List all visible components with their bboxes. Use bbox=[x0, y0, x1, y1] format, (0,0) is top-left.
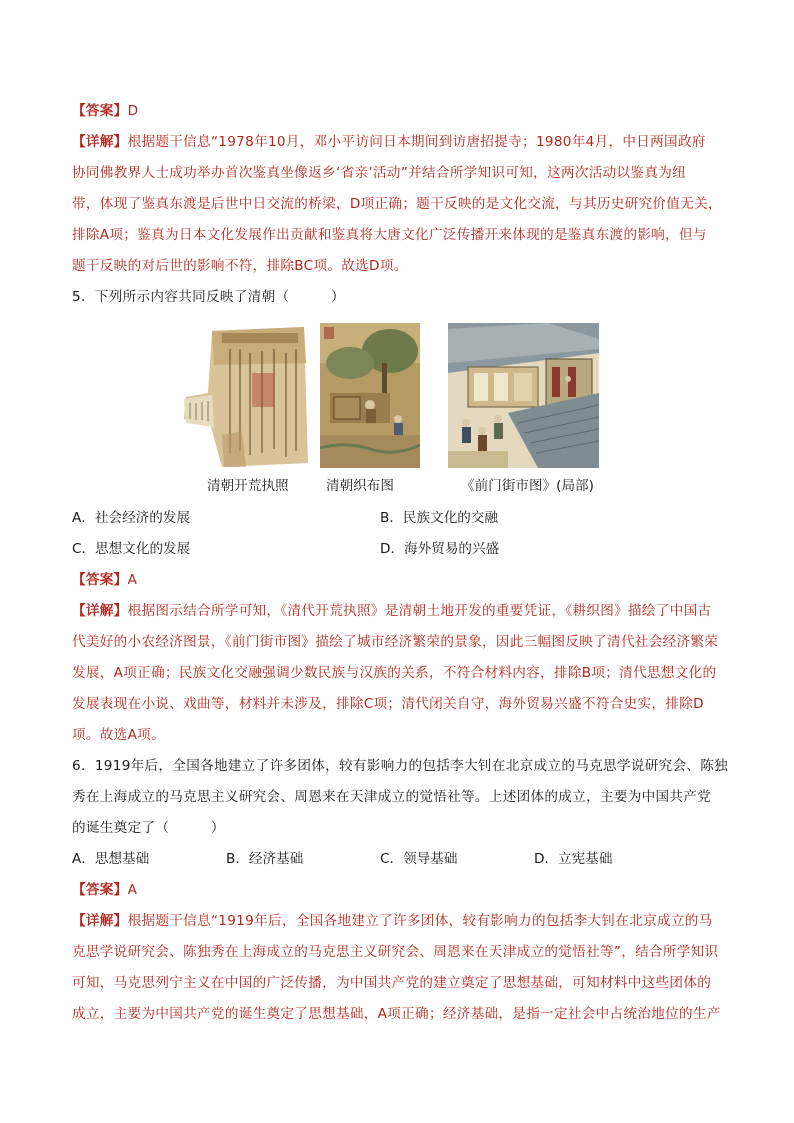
q4-answer-line bbox=[72, 101, 728, 121]
answer-value: D bbox=[127, 103, 139, 119]
caption-qianmen-street: 《前门街市图》(局部) bbox=[461, 478, 594, 494]
q5-detail-line-5: 项。故选A项。 bbox=[72, 727, 165, 743]
q5-option-c: C．思想文化的发展 bbox=[72, 541, 191, 557]
q5-answer-line bbox=[72, 570, 728, 590]
caption-weaving-painting: 清朝织布图 bbox=[326, 478, 394, 494]
answer-value: A bbox=[127, 882, 138, 898]
caption-land-license: 清朝开荒执照 bbox=[207, 478, 289, 494]
q6-detail-line-3: 可知，马克思列宁主义在中国的广泛传播，为中国共产党的建立奠定了思想基础，可知材料中这些团体的 bbox=[72, 975, 712, 991]
qianmen-street-painting-image bbox=[448, 323, 599, 468]
q5-option-b: B．民族文化的交融 bbox=[380, 510, 499, 526]
q6-detail-line-1: 【详解】根据题干信息“1919年后，全国各地建立了许多团体，较有影响力的包括李大钊在北京成立的马 bbox=[72, 913, 713, 929]
q5-detail-line-3: 发展，A项正确；民族文化交融强调少数民族与汉族的关系，不符合材料内容，排除B项；清代思想文化的 bbox=[72, 665, 717, 681]
q5-stem: 5．下列所示内容共同反映了清朝（ ） bbox=[72, 289, 345, 305]
weaving-painting-image bbox=[320, 323, 420, 468]
q4-detail-line-3: 带，体现了鉴真东渡是后世中日交流的桥梁，D项正确；题干反映的是文化交流，与其历史研究价值无关， bbox=[72, 196, 722, 212]
answer-tag: 【答案】 bbox=[72, 882, 128, 898]
q6-stem-line-1: 6．1919年后，全国各地建立了许多团体，较有影响力的包括李大钊在北京成立的马克思学说研究会、陈独 bbox=[72, 758, 729, 774]
q6-option-c: C．领导基础 bbox=[380, 851, 458, 867]
q6-stem-line-2: 秀在上海成立的马克思主义研究会、周恩来在天津成立的觉悟社等。上述团体的成立，主要为中国共产党 bbox=[72, 789, 712, 805]
q6-detail-line-2: 克思学说研究会、陈独秀在上海成立的马克思主义研究会、周恩来在天津成立的觉悟社等”，结合所学知识 bbox=[72, 944, 719, 960]
q5-detail-line-4: 发展表现在小说、戏曲等，材料并未涉及，排除C项；清代闭关自守，海外贸易兴盛不符合史实，排除D bbox=[72, 696, 704, 712]
q6-option-b: B．经济基础 bbox=[226, 851, 304, 867]
q4-detail-line-2: 协同佛教界人士成功举办首次鉴真坐像返乡‘省亲’活动”并结合所学知识可知，这两次活动以鉴真为纽 bbox=[72, 165, 687, 181]
detail-tag: 【详解】 bbox=[72, 913, 128, 929]
q5-detail-line-2: 代美好的小农经济图景，《前门街市图》描绘了城市经济繁荣的景象，因此三幅图反映了清代社会经济繁荣 bbox=[72, 634, 719, 650]
q6-option-a: A．思想基础 bbox=[72, 851, 150, 867]
q6-stem-line-3: 的诞生奠定了（ ） bbox=[72, 820, 225, 836]
q6-detail-line-4: 成立，主要为中国共产党的诞生奠定了思想基础，A项正确；经济基础，是指一定社会中占统治地位的生产 bbox=[72, 1006, 721, 1022]
answer-tag: 【答案】 bbox=[72, 103, 128, 119]
q5-option-a: A．社会经济的发展 bbox=[72, 510, 191, 526]
q5-option-d: D．海外贸易的兴盛 bbox=[380, 541, 500, 557]
q5-detail-line-1: 【详解】根据图示结合所学可知，《清代开荒执照》是清朝土地开发的重要凭证，《耕织图》描绘了中国古 bbox=[72, 603, 712, 619]
q4-detail-line-4: 排除A项；鉴真为日本文化发展作出贡献和鉴真将大唐文化广泛传播开来体现的是鉴真东渡的影响，但与 bbox=[72, 227, 707, 243]
answer-value: A bbox=[127, 572, 138, 588]
detail-tag: 【详解】 bbox=[72, 603, 128, 619]
q6-option-d: D．立宪基础 bbox=[534, 851, 613, 867]
q4-detail-line-5: 题干反映的对后世的影响不符，排除BC项。故选D项。 bbox=[72, 258, 408, 274]
q6-answer-line bbox=[72, 880, 728, 900]
detail-tag: 【详解】 bbox=[72, 134, 128, 150]
land-license-image bbox=[182, 323, 310, 468]
q4-detail-line-1: 【详解】根据题干信息“1978年10月，邓小平访问日本期间到访唐招提寺；1980年4月，中日两国政府 bbox=[72, 134, 706, 150]
answer-tag: 【答案】 bbox=[72, 572, 128, 588]
